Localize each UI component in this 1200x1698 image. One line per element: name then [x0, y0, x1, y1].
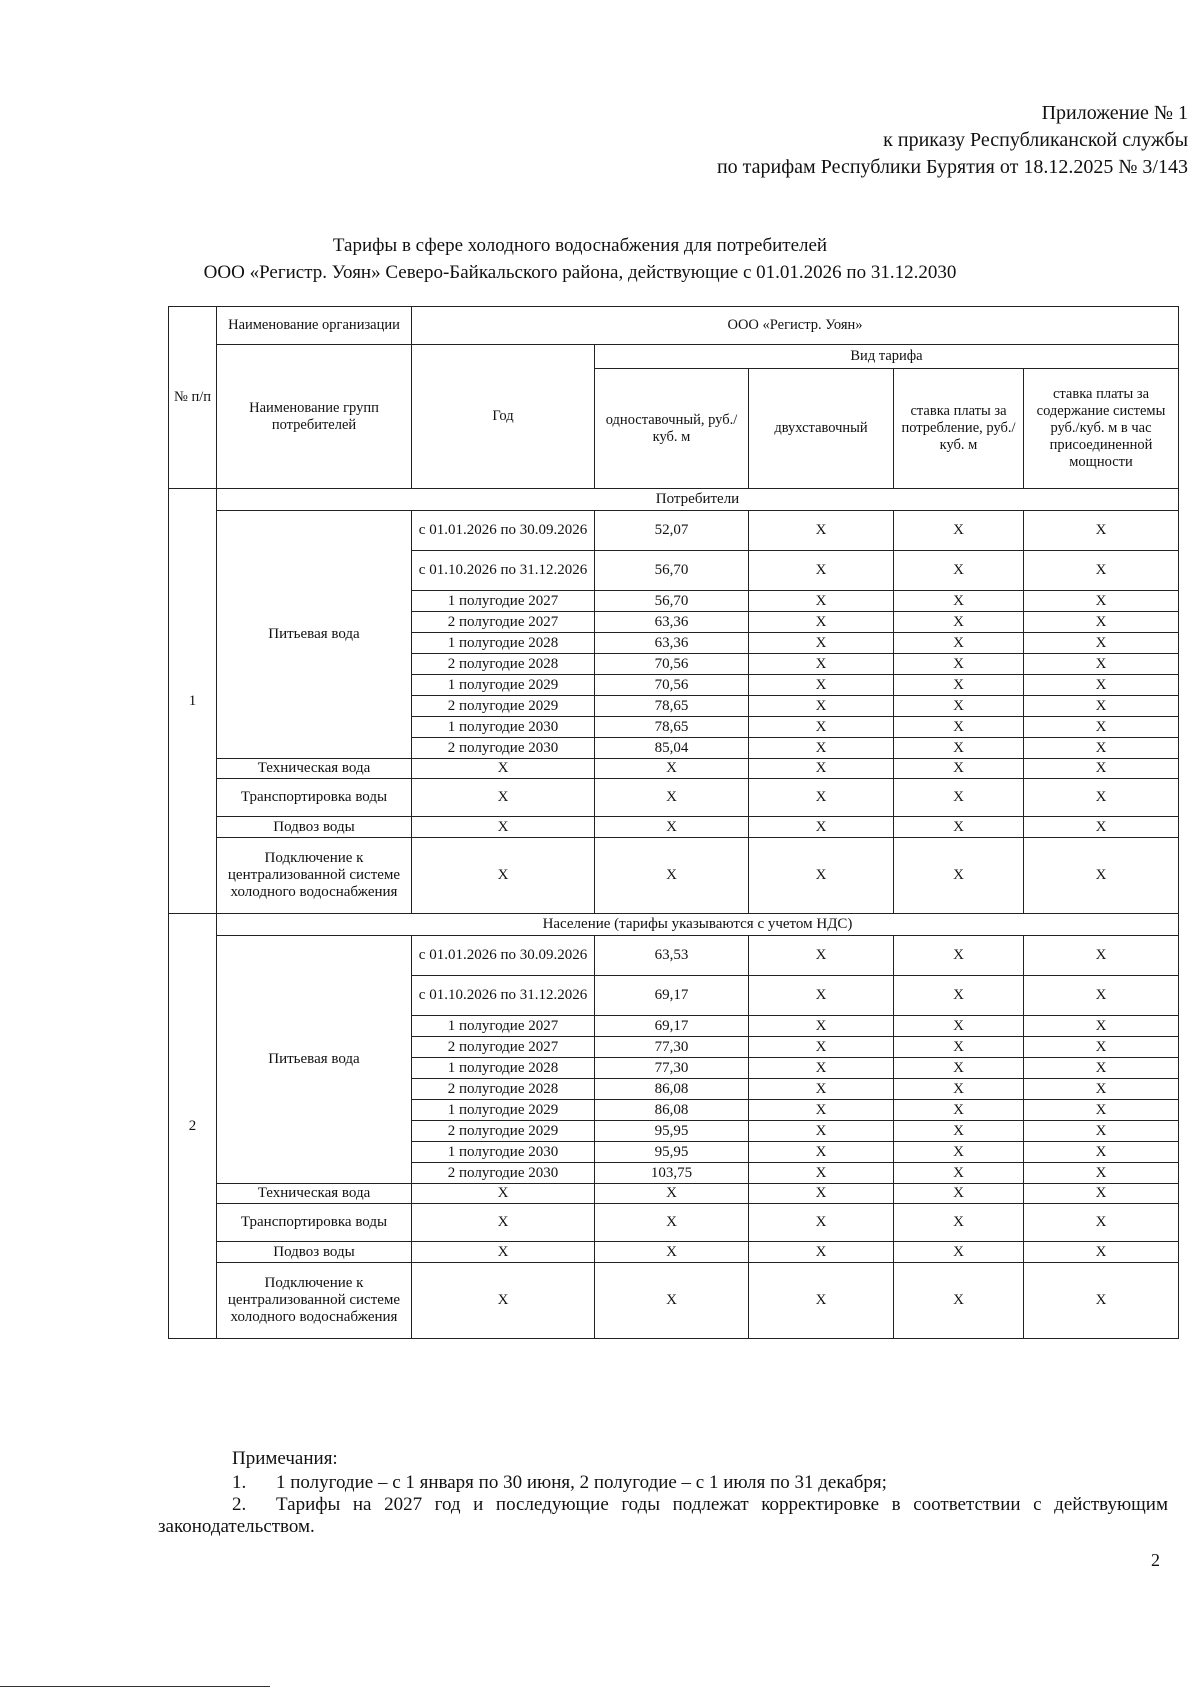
maintenance-rate-value: Х	[1024, 1163, 1179, 1184]
period-cell: 2 полугодие 2030	[412, 738, 595, 759]
maintenance-rate-value: Х	[1024, 675, 1179, 696]
period-cell: 2 полугодие 2028	[412, 654, 595, 675]
double-rate-value: Х	[749, 696, 894, 717]
period-cell: 2 полугодие 2029	[412, 696, 595, 717]
note-1	[158, 1472, 1168, 1494]
maintenance-rate-value: Х	[1024, 633, 1179, 654]
consumption-rate-value: Х	[894, 1121, 1024, 1142]
single-rate-value: 70,56	[595, 654, 749, 675]
double-rate-value: Х	[749, 976, 894, 1016]
table-row	[169, 838, 1179, 914]
row-number: 2	[169, 914, 217, 1339]
single-rate-value: Х	[595, 817, 749, 838]
double-rate-value: Х	[749, 817, 894, 838]
consumption-rate-value: Х	[894, 976, 1024, 1016]
single-rate-value: Х	[595, 1242, 749, 1263]
consumption-rate-value: Х	[894, 654, 1024, 675]
maintenance-rate-value: Х	[1024, 696, 1179, 717]
table-row	[169, 489, 1179, 511]
period-cell: 2 полугодие 2028	[412, 1079, 595, 1100]
table-row	[169, 1184, 1179, 1204]
table-row	[169, 511, 1179, 551]
consumption-rate-value: Х	[894, 838, 1024, 914]
single-rate-value: 69,17	[595, 1016, 749, 1037]
appendix-header	[488, 100, 1188, 181]
header-year: Год	[412, 345, 595, 489]
consumption-rate-value: Х	[894, 511, 1024, 551]
period-cell: с 01.01.2026 по 30.09.2026	[412, 936, 595, 976]
water-category-label: Техническая вода	[217, 759, 412, 779]
header-tariff-type: Вид тарифа	[595, 345, 1179, 369]
period-cell: Х	[412, 1204, 595, 1242]
maintenance-rate-value: Х	[1024, 1100, 1179, 1121]
double-rate-value: Х	[749, 1100, 894, 1121]
consumption-rate-value: Х	[894, 1263, 1024, 1339]
double-rate-value: Х	[749, 1163, 894, 1184]
maintenance-rate-value: Х	[1024, 591, 1179, 612]
header-groups: Наименование групп потребителей	[217, 345, 412, 489]
header-maintenance-rate: ставка платы за содержание системы руб./куб. м в час присоединенной мощности	[1024, 369, 1179, 489]
period-cell: 2 полугодие 2027	[412, 1037, 595, 1058]
single-rate-value: Х	[595, 1204, 749, 1242]
appendix-order-line: к приказу Республиканской службы	[883, 129, 1188, 151]
maintenance-rate-value: Х	[1024, 759, 1179, 779]
maintenance-rate-value: Х	[1024, 1016, 1179, 1037]
maintenance-rate-value: Х	[1024, 1079, 1179, 1100]
table-row	[169, 1242, 1179, 1263]
maintenance-rate-value: Х	[1024, 1204, 1179, 1242]
water-category-label: Подключение к централизованной системе холодного водоснабжения	[217, 1263, 412, 1339]
table-row	[169, 1263, 1179, 1339]
document-title-line1: Тарифы в сфере холодного водоснабжения для потребителей	[332, 235, 828, 256]
maintenance-rate-value: Х	[1024, 779, 1179, 817]
consumption-rate-value: Х	[894, 1079, 1024, 1100]
double-rate-value: Х	[749, 717, 894, 738]
consumption-rate-value: Х	[894, 633, 1024, 654]
consumption-rate-value: Х	[894, 717, 1024, 738]
single-rate-value: 63,36	[595, 633, 749, 654]
appendix-title: Приложение № 1	[1041, 102, 1188, 124]
double-rate-value: Х	[749, 1204, 894, 1242]
consumption-rate-value: Х	[894, 936, 1024, 976]
drinking-water-label: Питьевая вода	[217, 511, 412, 759]
consumption-rate-value: Х	[894, 738, 1024, 759]
maintenance-rate-value: Х	[1024, 1263, 1179, 1339]
period-cell: с 01.10.2026 по 31.12.2026	[412, 551, 595, 591]
maintenance-rate-value: Х	[1024, 817, 1179, 838]
maintenance-rate-value: Х	[1024, 1058, 1179, 1079]
double-rate-value: Х	[749, 1184, 894, 1204]
single-rate-value: Х	[595, 759, 749, 779]
consumption-rate-value: Х	[894, 591, 1024, 612]
row-number: 1	[169, 489, 217, 914]
single-rate-value: 70,56	[595, 675, 749, 696]
maintenance-rate-value: Х	[1024, 1142, 1179, 1163]
consumption-rate-value: Х	[894, 675, 1024, 696]
period-cell: 1 полугодие 2030	[412, 717, 595, 738]
period-cell: 1 полугодие 2029	[412, 675, 595, 696]
note-1-number: 1.	[232, 1472, 247, 1493]
consumption-rate-value: Х	[894, 1184, 1024, 1204]
single-rate-value: Х	[595, 838, 749, 914]
double-rate-value: Х	[749, 838, 894, 914]
header-double-rate: двухставочный	[749, 369, 894, 489]
double-rate-value: Х	[749, 633, 894, 654]
water-category-label: Транспортировка воды	[217, 779, 412, 817]
note-1-text: 1 полугодие – с 1 января по 30 июня, 2 полугодие – с 1 июля по 31 декабря;	[276, 1472, 887, 1493]
consumption-rate-value: Х	[894, 779, 1024, 817]
single-rate-value: 56,70	[595, 591, 749, 612]
single-rate-value: 77,30	[595, 1058, 749, 1079]
consumption-rate-value: Х	[894, 1242, 1024, 1263]
consumption-rate-value: Х	[894, 759, 1024, 779]
consumption-rate-value: Х	[894, 1016, 1024, 1037]
drinking-water-label: Питьевая вода	[217, 936, 412, 1184]
consumption-rate-value: Х	[894, 1142, 1024, 1163]
double-rate-value: Х	[749, 1142, 894, 1163]
table-row	[169, 759, 1179, 779]
maintenance-rate-value: Х	[1024, 838, 1179, 914]
consumption-rate-value: Х	[894, 1163, 1024, 1184]
double-rate-value: Х	[749, 675, 894, 696]
maintenance-rate-value: Х	[1024, 1037, 1179, 1058]
double-rate-value: Х	[749, 612, 894, 633]
single-rate-value: 63,53	[595, 936, 749, 976]
period-cell: Х	[412, 817, 595, 838]
double-rate-value: Х	[749, 738, 894, 759]
single-rate-value: 95,95	[595, 1142, 749, 1163]
table-row	[169, 914, 1179, 936]
single-rate-value: Х	[595, 1184, 749, 1204]
period-cell: Х	[412, 759, 595, 779]
table-row	[169, 1204, 1179, 1242]
double-rate-value: Х	[749, 1263, 894, 1339]
water-category-label: Подвоз воды	[217, 817, 412, 838]
double-rate-value: Х	[749, 759, 894, 779]
period-cell: 1 полугодие 2028	[412, 633, 595, 654]
single-rate-value: 77,30	[595, 1037, 749, 1058]
document-title	[150, 232, 1010, 286]
maintenance-rate-value: Х	[1024, 1184, 1179, 1204]
maintenance-rate-value: Х	[1024, 654, 1179, 675]
appendix-order-date: по тарифам Республики Бурятия от 18.12.2025 № 3/143	[716, 156, 1188, 178]
consumer-group-heading: Население (тарифы указываются с учетом НДС)	[217, 914, 1179, 936]
single-rate-value: 86,08	[595, 1100, 749, 1121]
double-rate-value: Х	[749, 511, 894, 551]
period-cell: 1 полугодие 2027	[412, 591, 595, 612]
single-rate-value: 95,95	[595, 1121, 749, 1142]
single-rate-value: 52,07	[595, 511, 749, 551]
maintenance-rate-value: Х	[1024, 976, 1179, 1016]
double-rate-value: Х	[749, 1079, 894, 1100]
period-cell: Х	[412, 1242, 595, 1263]
water-category-label: Транспортировка воды	[217, 1204, 412, 1242]
table-row	[169, 779, 1179, 817]
period-cell: Х	[412, 779, 595, 817]
period-cell: 1 полугодие 2029	[412, 1100, 595, 1121]
maintenance-rate-value: Х	[1024, 511, 1179, 551]
tariff-table-body	[169, 307, 1179, 1339]
maintenance-rate-value: Х	[1024, 738, 1179, 759]
single-rate-value: 85,04	[595, 738, 749, 759]
double-rate-value: Х	[749, 591, 894, 612]
maintenance-rate-value: Х	[1024, 612, 1179, 633]
water-category-label: Подключение к централизованной системе холодного водоснабжения	[217, 838, 412, 914]
double-rate-value: Х	[749, 1058, 894, 1079]
double-rate-value: Х	[749, 1016, 894, 1037]
consumption-rate-value: Х	[894, 612, 1024, 633]
maintenance-rate-value: Х	[1024, 717, 1179, 738]
consumption-rate-value: Х	[894, 1037, 1024, 1058]
single-rate-value: 63,36	[595, 612, 749, 633]
maintenance-rate-value: Х	[1024, 1242, 1179, 1263]
double-rate-value: Х	[749, 551, 894, 591]
single-rate-value: Х	[595, 1263, 749, 1339]
document-title-line2: ООО «Регистр. Уоян» Северо-Байкальского района, действующие с 01.01.2026 по 31.12.2030	[203, 262, 957, 283]
consumption-rate-value: Х	[894, 817, 1024, 838]
note-2-number: 2.	[232, 1494, 247, 1515]
consumption-rate-value: Х	[894, 1204, 1024, 1242]
consumption-rate-value: Х	[894, 1100, 1024, 1121]
single-rate-value: 56,70	[595, 551, 749, 591]
double-rate-value: Х	[749, 1121, 894, 1142]
period-cell: 2 полугодие 2027	[412, 612, 595, 633]
table-row	[169, 817, 1179, 838]
period-cell: 2 полугодие 2030	[412, 1163, 595, 1184]
period-cell: Х	[412, 1184, 595, 1204]
notes	[158, 1448, 1168, 1538]
consumption-rate-value: Х	[894, 696, 1024, 717]
single-rate-value: 78,65	[595, 696, 749, 717]
single-rate-value: Х	[595, 779, 749, 817]
single-rate-value: 86,08	[595, 1079, 749, 1100]
water-category-label: Техническая вода	[217, 1184, 412, 1204]
consumption-rate-value: Х	[894, 551, 1024, 591]
period-cell: Х	[412, 1263, 595, 1339]
tariff-table	[168, 306, 1179, 1339]
single-rate-value: 69,17	[595, 976, 749, 1016]
note-2-text: Тарифы на 2027 год и последующие годы подлежат корректировке в соответствии с действующим законодательством.	[158, 1494, 1168, 1537]
period-cell: 1 полугодие 2027	[412, 1016, 595, 1037]
table-row	[169, 936, 1179, 976]
double-rate-value: Х	[749, 1037, 894, 1058]
double-rate-value: Х	[749, 1242, 894, 1263]
period-cell: с 01.01.2026 по 30.09.2026	[412, 511, 595, 551]
notes-title: Примечания:	[232, 1448, 338, 1469]
period-cell: с 01.10.2026 по 31.12.2026	[412, 976, 595, 1016]
page-number: 2	[1151, 1550, 1160, 1570]
header-number: № п/п	[169, 307, 217, 489]
footer-rule	[0, 1686, 270, 1687]
period-cell: 2 полугодие 2029	[412, 1121, 595, 1142]
double-rate-value: Х	[749, 654, 894, 675]
header-single-rate: одноставочный, руб./ куб. м	[595, 369, 749, 489]
single-rate-value: 103,75	[595, 1163, 749, 1184]
header-org-value: ООО «Регистр. Уоян»	[412, 307, 1179, 345]
consumption-rate-value: Х	[894, 1058, 1024, 1079]
period-cell: Х	[412, 838, 595, 914]
single-rate-value: 78,65	[595, 717, 749, 738]
period-cell: 1 полугодие 2030	[412, 1142, 595, 1163]
maintenance-rate-value: Х	[1024, 551, 1179, 591]
water-category-label: Подвоз воды	[217, 1242, 412, 1263]
maintenance-rate-value: Х	[1024, 936, 1179, 976]
maintenance-rate-value: Х	[1024, 1121, 1179, 1142]
period-cell: 1 полугодие 2028	[412, 1058, 595, 1079]
header-consumption-rate: ставка платы за потребление, руб./ куб. м	[894, 369, 1024, 489]
consumer-group-heading: Потребители	[217, 489, 1179, 511]
note-2	[158, 1494, 1168, 1538]
double-rate-value: Х	[749, 936, 894, 976]
header-org-label: Наименование организации	[217, 307, 412, 345]
double-rate-value: Х	[749, 779, 894, 817]
